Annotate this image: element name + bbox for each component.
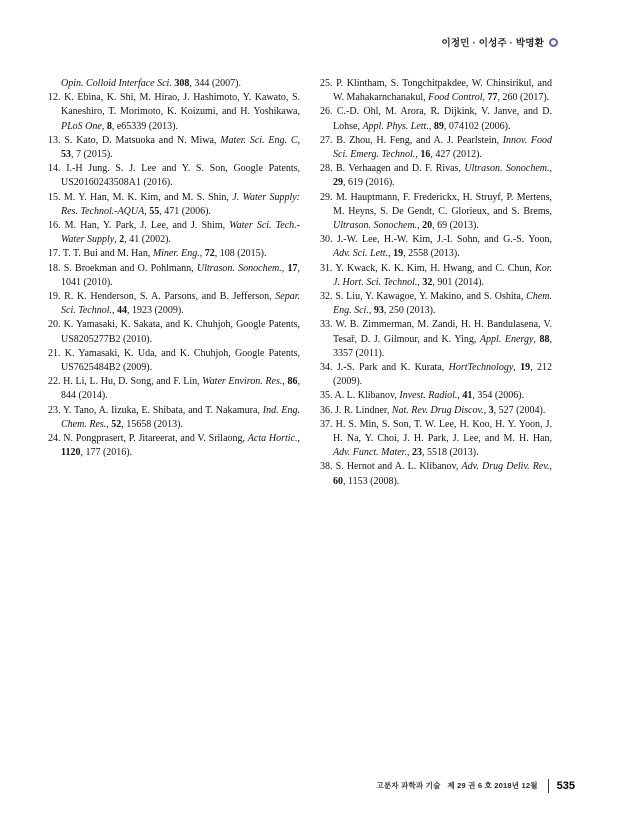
reference-text: S. Kato, D. Matsuoka and N. Miwa, (64, 134, 221, 146)
reference-number: 26. (320, 106, 337, 118)
journal-name: Chem. Eng. Sci. (333, 291, 553, 317)
reference-text: , (297, 433, 300, 445)
reference-text: , (533, 333, 540, 345)
reference-item (320, 77, 552, 105)
reference-text: , 1923 (2009). (127, 305, 184, 317)
reference-text: , 177 (2016). (80, 447, 133, 459)
volume-number: 60 (333, 475, 343, 487)
reference-number: 31. (320, 262, 336, 274)
reference-text: P. Klintham, S. Tongchitpakdee, W. Chinsirikul, and W. Mahakarnchanakul, (333, 78, 552, 104)
reference-text: , 3357 (2011). (333, 333, 552, 359)
reference-text: H. S. Min, S. Son, T. W. Lee, H. Koo, H. Y. Yoon, J. H. Na, Y. Choi, J. H. Park, J. Lee, and M. H. Han, (333, 418, 552, 445)
reference-number: 34. (320, 362, 337, 374)
reference-item (48, 347, 300, 375)
reference-text: , (114, 234, 120, 246)
reference-item (48, 247, 300, 261)
reference-item (48, 191, 300, 219)
reference-text: , (428, 120, 434, 132)
journal-name: Nat. Rev. Drug Discov. (391, 404, 484, 416)
ref-column-left (48, 77, 300, 489)
author-badge-icon (549, 38, 558, 47)
reference-text: A. L. Klibanov, (334, 390, 400, 402)
reference-number: 16. (48, 220, 65, 232)
reference-text: M. Han, Y. Park, J. Lee, and J. Shim, (64, 220, 230, 232)
reference-text: H. Li, L. Hu, D. Song, and F. Lin, (63, 376, 203, 388)
reference-number: 14. (48, 163, 67, 175)
volume-number: 53 (61, 149, 71, 161)
reference-text: , 427 (2012). (430, 149, 482, 161)
volume-number: 93 (373, 305, 384, 317)
volume-number: 23 (411, 447, 422, 459)
journal-name: Invest. Radiol. (399, 390, 458, 402)
reference-item (48, 375, 300, 403)
volume-number: 86 (287, 376, 298, 388)
reference-text: T. T. Bui and M. Han, (62, 248, 153, 260)
page-footer (376, 777, 575, 794)
reference-text: , (297, 134, 301, 146)
volume-number: 1120 (61, 447, 81, 459)
reference-text: J. R. Lindner, (335, 404, 392, 416)
reference-text: , 212 (2009). (333, 362, 552, 388)
volume-number: 29 (333, 177, 343, 189)
reference-text: , 5518 (2013). (421, 447, 479, 459)
reference-text: , 15658 (2013). (121, 418, 183, 430)
reference-number: 20. (48, 319, 64, 331)
volume-number: 77 (487, 92, 498, 104)
reference-text: , (388, 248, 394, 260)
reference-text: , 2558 (2013). (403, 248, 460, 260)
reference-item (320, 134, 552, 162)
reference-item (48, 219, 300, 247)
volume-number: 89 (433, 120, 444, 132)
reference-text: , 1041 (2010). (61, 262, 301, 288)
reference-text: , 844 (2014). (61, 376, 301, 402)
reference-number: 15. (48, 191, 64, 203)
journal-name: Adv. Funct. Mater. (333, 447, 407, 459)
reference-item (320, 404, 552, 418)
reference-text: , (513, 362, 521, 374)
journal-name: Ultrason. Sonochem. (333, 220, 418, 232)
reference-text: B. Verhaagen and D. F. Rivas, (335, 163, 465, 175)
volume-number: 8 (106, 120, 112, 132)
reference-text: , (417, 220, 423, 232)
reference-text: M. Hauptmann, F. Frederickx, H. Struyf, P. Mertens, M. Heyns, S. De Gendt, C. Glorieux, and S. Brems, (333, 191, 552, 217)
reference-text: , (415, 149, 421, 161)
journal-name: Separ. Sci. Technol. (61, 291, 301, 317)
volume-number: 19 (393, 248, 404, 260)
volume-number: 41 (462, 390, 473, 402)
reference-text: , (482, 92, 488, 104)
reference-text: J.-S. Park and K. Kurata, (336, 362, 449, 374)
journal-name: Adv. Drug Deliv. Rev. (461, 461, 550, 473)
reference-text: K. Yamasaki, K. Sakata, and K. Chuhjoh, Google Patents, US8205277B2 (2010). (61, 319, 300, 345)
reference-text: , 901 (2014). (432, 276, 485, 288)
volume-number: 32 (422, 276, 433, 288)
reference-text: , 619 (2016). (343, 177, 395, 189)
reference-text: K. Ebina, K. Shi, M. Hirao, J. Hashimoto, Y. Kawato, S. Kaneshiro, T. Morimoto, K. Koizumi, and H. Yoshikawa, (61, 92, 301, 118)
author-names: 이정민 · 이성주 · 박명환 (441, 38, 544, 49)
journal-name: Adv. Sci. Lett. (333, 248, 389, 260)
page-number: 535 (556, 779, 575, 792)
reference-text: W. B. Zimmerman, M. Zandi, H. H. Bandulasena, V. Tesař, D. J. Gilmour, and K. Ying, (333, 319, 552, 345)
reference-number: 19. (48, 291, 65, 303)
reference-item (320, 105, 552, 133)
volume-number: 3 (488, 404, 494, 416)
journal-name: Ultrason. Sonochem. (196, 262, 282, 274)
ref-column-right (320, 77, 552, 489)
journal-name: HortTechnology (448, 362, 514, 374)
reference-item (320, 233, 552, 261)
reference-text: , (417, 276, 423, 288)
volume-number: 72 (204, 248, 215, 260)
reference-item (320, 460, 552, 488)
reference-item (48, 91, 300, 134)
volume-number: 55 (149, 205, 160, 217)
reference-item (320, 191, 552, 234)
reference-text: , (483, 404, 489, 416)
journal-name: J. Water Supply: Res. Technol.-AQUA (61, 191, 300, 217)
reference-text: , (549, 163, 552, 175)
reference-text: S. Broekman and O. Pohlmann, (63, 262, 197, 274)
volume-number: 19 (520, 362, 531, 374)
reference-text: , (406, 447, 412, 459)
reference-text: , 527 (2004). (493, 404, 546, 416)
journal-name: Miner. Eng. (152, 248, 200, 260)
reference-item (320, 418, 552, 461)
reference-text: Y. Tano, A. Iizuka, E. Shibata, and T. Nakamura, (62, 404, 263, 416)
journal-name: Mater. Sci. Eng. C (220, 134, 298, 146)
reference-text: , e65339 (2013). (111, 120, 178, 132)
volume-number: 308 (174, 78, 190, 89)
reference-item (48, 77, 300, 91)
reference-item (320, 290, 552, 318)
reference-list (48, 77, 552, 489)
reference-text: S. Liu, Y. Kawagoe, Y. Makino, and S. Oshita, (335, 291, 527, 303)
journal-name: Water Environ. Res. (202, 376, 283, 388)
reference-number: 28. (320, 163, 336, 175)
reference-text: , (549, 461, 553, 473)
reference-text: , 250 (2013). (383, 305, 436, 317)
reference-text: , (281, 262, 288, 274)
volume-number: 52 (111, 418, 122, 430)
volume-number: 88 (539, 333, 550, 345)
reference-text: , (112, 305, 118, 317)
reference-text: , 074102 (2006). (443, 120, 511, 132)
reference-item (320, 389, 552, 403)
reference-number: 17. (48, 248, 63, 260)
reference-item (320, 262, 552, 290)
reference-item (48, 404, 300, 432)
reference-item (48, 318, 300, 346)
reference-text: N. Pongprasert, P. Jitareerat, and V. Srilaong, (63, 433, 248, 445)
reference-number: 12. (48, 92, 65, 104)
reference-number: 36. (320, 404, 335, 416)
reference-text: B. Zhou, H. Feng, and A. J. Pearlstein, (336, 134, 503, 146)
reference-item (320, 361, 552, 389)
journal-name: PLoS One (61, 120, 102, 132)
journal-name: Opin. Colloid Interface Sci. (61, 78, 172, 89)
reference-number: 21. (48, 347, 65, 359)
reference-number: 18. (48, 262, 64, 274)
volume-number: 16 (420, 149, 431, 161)
reference-item (48, 262, 300, 290)
volume-number: 2 (119, 234, 125, 246)
reference-number: 38. (320, 461, 336, 473)
reference-number: 35. (320, 390, 335, 402)
reference-text: , (144, 205, 150, 217)
reference-text: , 354 (2006). (472, 390, 525, 402)
reference-number: 25. (320, 78, 337, 89)
reference-item (48, 432, 300, 460)
journal-issue-info: 고분자 과학과 기술 제 29 권 6 호 2018년 12월 (376, 781, 538, 790)
volume-number: 44 (117, 305, 128, 317)
reference-item (48, 290, 300, 318)
reference-number: 13. (48, 134, 65, 146)
reference-text: , (199, 248, 205, 260)
reference-number: 23. (48, 404, 63, 416)
reference-text: , 69 (2013). (432, 220, 479, 232)
reference-item (320, 162, 552, 190)
reference-text: , (101, 120, 107, 132)
reference-text: Y. Kwack, K. K. Kim, H. Hwang, and C. Chun, (335, 262, 536, 274)
reference-text: , (457, 390, 463, 402)
reference-text: , 41 (2002). (124, 234, 171, 246)
reference-item (48, 162, 300, 190)
reference-text: , (282, 376, 288, 388)
reference-number: 33. (320, 319, 336, 331)
journal-name: Acta Hortic. (247, 433, 298, 445)
reference-item (48, 134, 300, 162)
reference-text: , (106, 418, 112, 430)
journal-name: Appl. Energy (479, 333, 534, 345)
volume-number: 17 (287, 262, 298, 274)
reference-text: C.-D. Ohl, M. Arora, R. Dijkink, V. Janve, and D. Lohse, (333, 106, 552, 132)
reference-text: , 7 (2015). (71, 149, 113, 161)
journal-name: Ultrason. Sonochem. (464, 163, 550, 175)
reference-text: I.-H Jung. S. J. Lee and Y. S. Son, Google Patents, US20160243508A1 (2016). (61, 163, 300, 189)
reference-number: 24. (48, 433, 64, 445)
reference-text: , 471 (2006). (159, 205, 211, 217)
reference-text: S. Hernot and A. L. Klibanov, (335, 461, 462, 473)
reference-text: K. Yamasaki, K. Uda, and K. Chuhjoh, Google Patents, US7625484B2 (2009). (61, 347, 301, 374)
reference-text: , 108 (2015). (214, 248, 267, 260)
page-header (442, 35, 558, 49)
reference-text: M. Y. Han, M. K. Kim, and M. S. Shin, (63, 191, 233, 203)
journal-name: Innov. Food Sci. Emerg. Technol. (333, 134, 553, 161)
journal-name: Kor. J. Hort. Sci. Technol. (333, 262, 552, 288)
journal-name: Appl. Phys. Lett. (362, 120, 429, 132)
reference-item (320, 318, 552, 361)
reference-text: R. K. Henderson, S. A. Parsons, and B. Jefferson, (64, 291, 276, 303)
reference-text: , 1153 (2008). (343, 475, 400, 487)
reference-text: , 260 (2017). (497, 92, 550, 104)
journal-name: Ind. Eng. Chem. Res. (61, 404, 300, 430)
footer-divider (548, 779, 549, 793)
reference-number: 29. (320, 191, 336, 203)
reference-text: J.-W. Lee, H.-W. Kim, J.-I. Sohn, and G.-S. Yoon, (336, 234, 553, 246)
reference-number: 30. (320, 234, 337, 246)
reference-number: 37. (320, 418, 336, 430)
reference-text: , 344 (2007). (189, 78, 241, 89)
reference-text: , (368, 305, 374, 317)
journal-name: Water Sci. Tech.- Water Supply (61, 220, 300, 246)
reference-number: 27. (320, 134, 337, 146)
reference-number: 32. (320, 291, 336, 303)
reference-number: 22. (48, 376, 64, 388)
volume-number: 20 (422, 220, 433, 232)
journal-name: Food Control (428, 92, 483, 104)
